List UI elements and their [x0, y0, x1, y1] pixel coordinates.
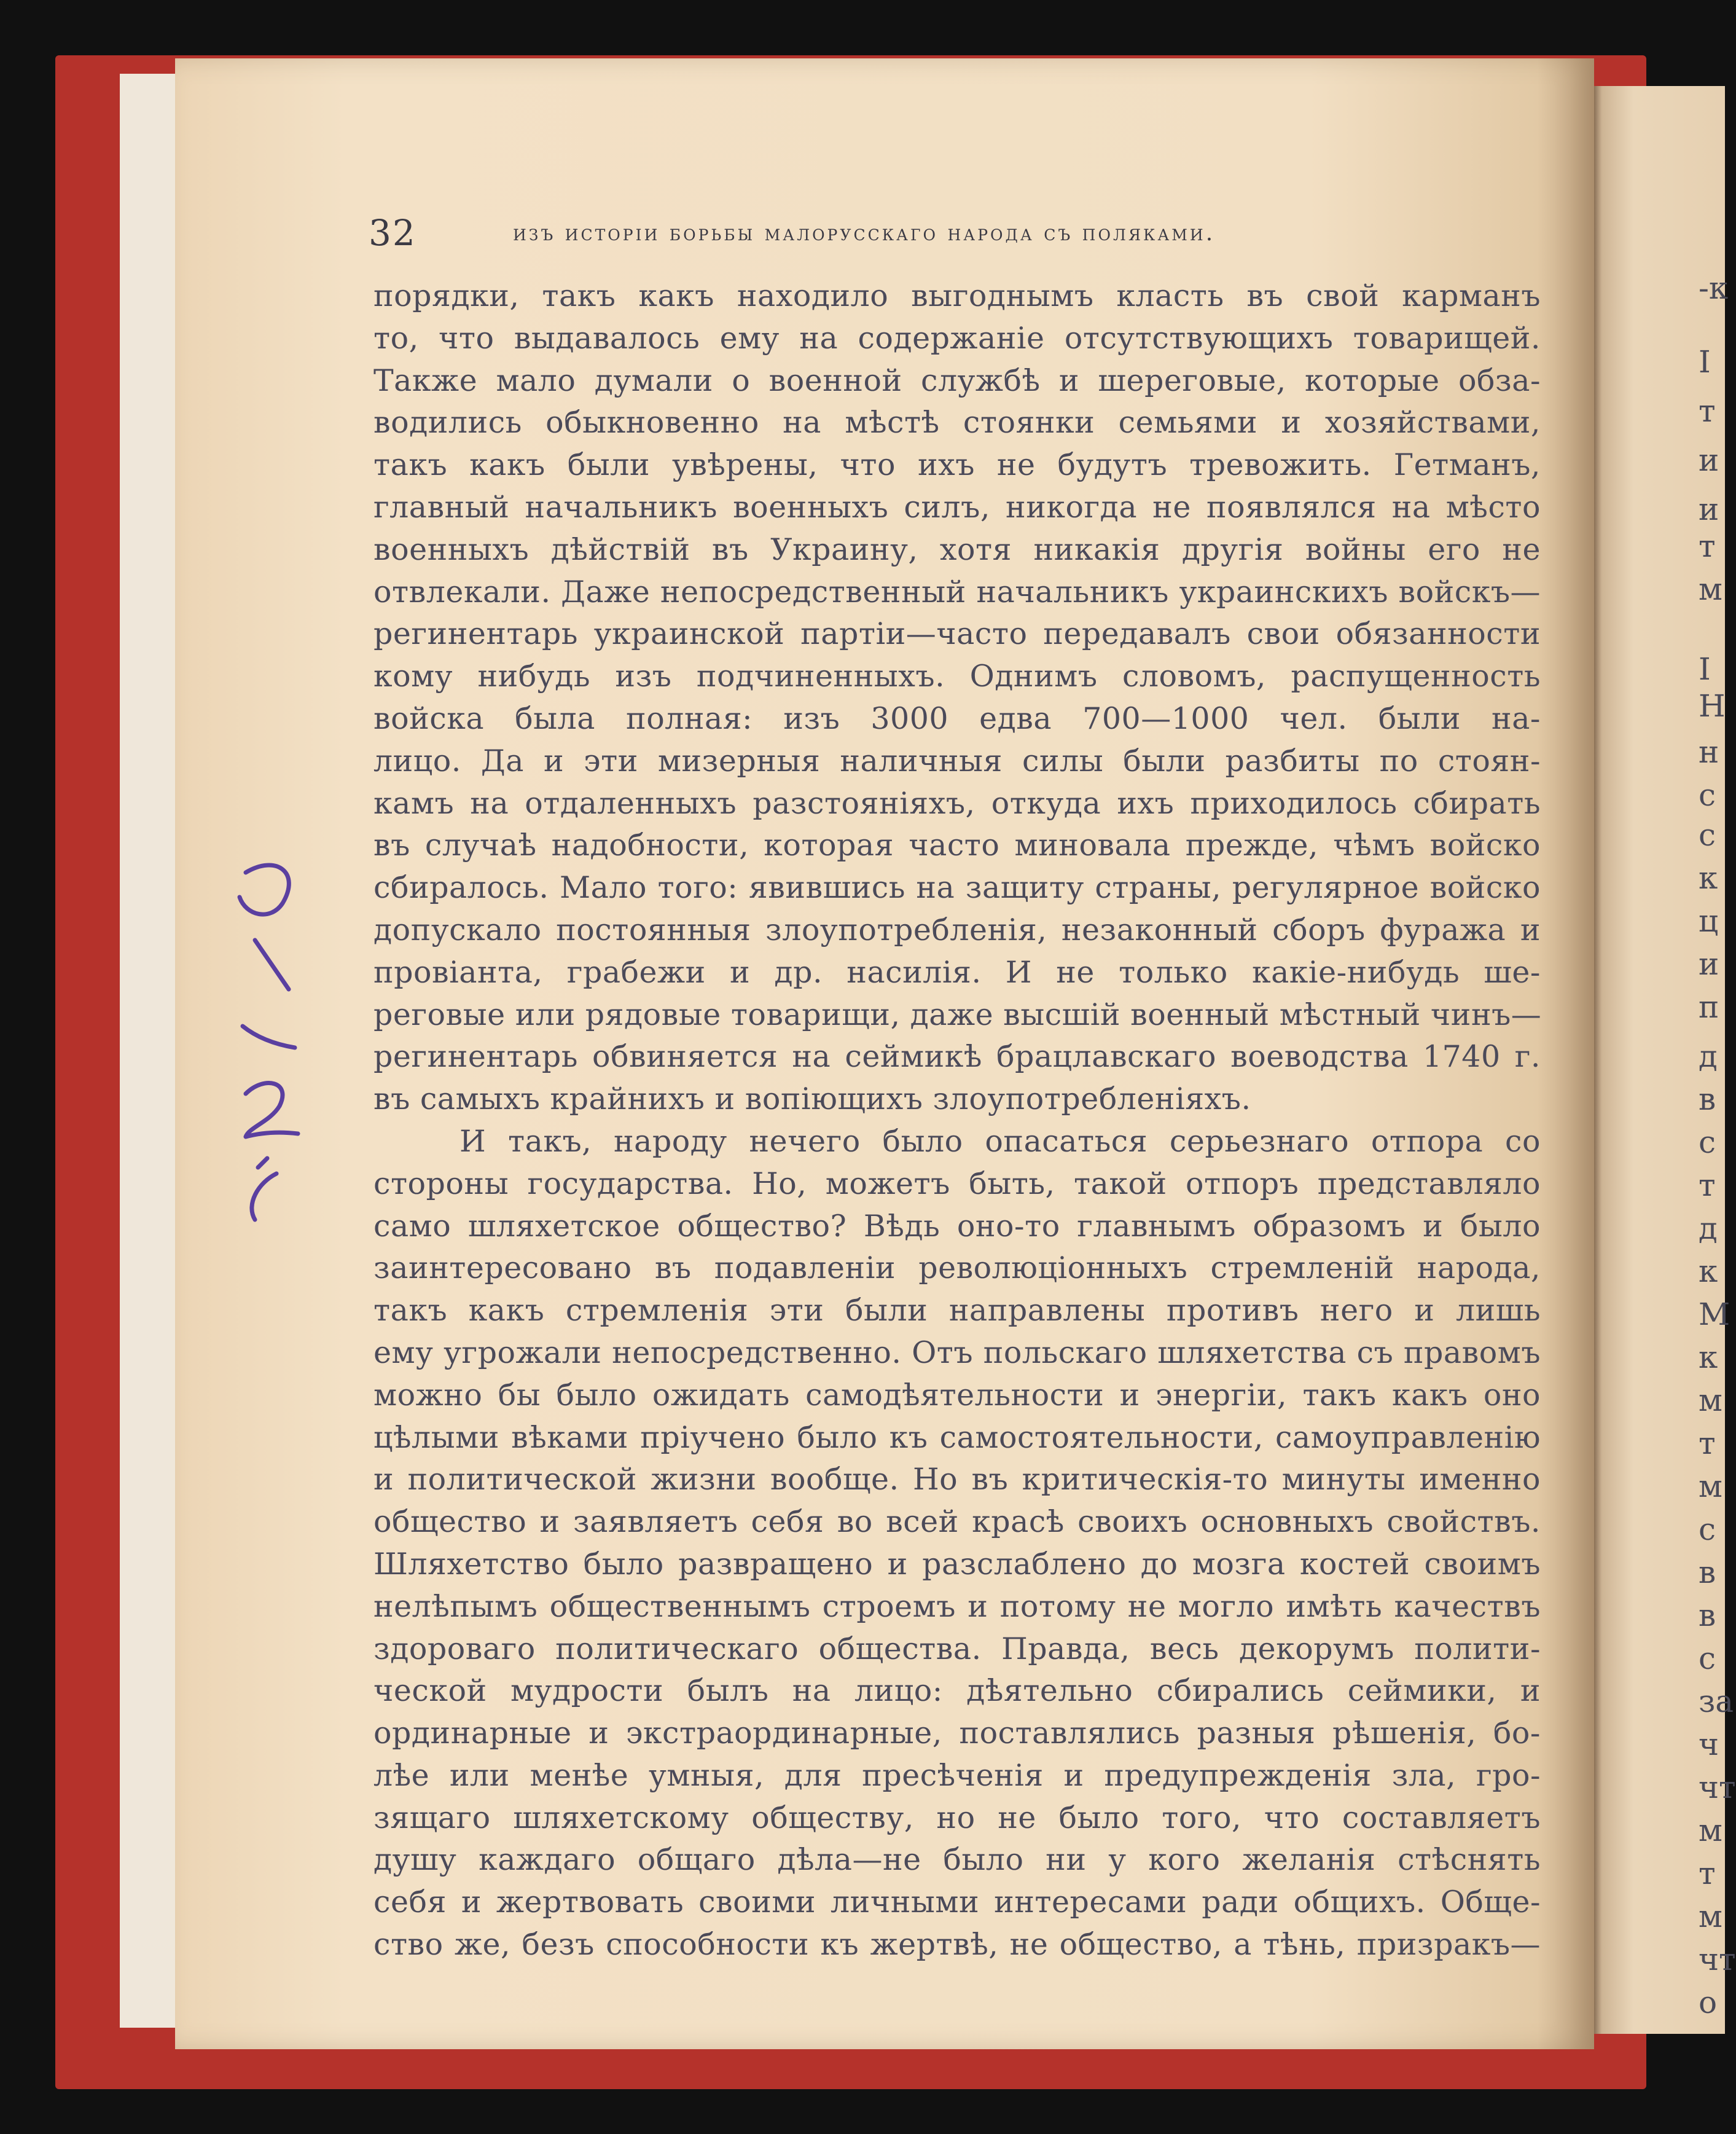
pencil-margin-note-icon	[221, 848, 319, 1229]
next-page-fragment: п	[1699, 989, 1719, 1025]
text-line: порядки, такъ какъ находило выгоднымъ класть въ свой карманъ	[373, 278, 1541, 313]
next-page-fragment: м	[1699, 1469, 1722, 1504]
next-page-fragment: с	[1699, 817, 1716, 853]
text-line: общество и заявляетъ себя во всей красѣ своихъ основныхъ свойствъ.	[373, 1504, 1541, 1540]
next-page-fragment: о	[1699, 1985, 1718, 2020]
text-line: лицо. Да и эти мизерныя наличныя силы были разбиты по стоян-	[373, 743, 1541, 779]
text-line: и политической жизни вообще. Но въ критическія-то минуты именно	[373, 1462, 1541, 1497]
next-page-fragment: д	[1699, 1210, 1718, 1246]
text-line: то, что выдавалось ему на содержаніе отсутствующихъ товарищей.	[373, 320, 1541, 356]
next-page-fragment: с	[1699, 1641, 1716, 1676]
text-line: ординарные и экстраординарные, поставлялись разныя рѣшенія, бо-	[373, 1716, 1541, 1751]
next-page-fragment: -к	[1699, 270, 1729, 306]
next-page-fragment: и	[1699, 442, 1719, 478]
next-page-fragment: ц	[1699, 903, 1719, 939]
text-line: такъ какъ стремленія эти были направлены противъ него и лишь	[373, 1293, 1541, 1328]
next-page-fragment: с	[1699, 1124, 1716, 1160]
next-page-fragment: М	[1699, 1296, 1730, 1332]
text-line: главный начальникъ военныхъ силъ, никогда не появлялся на мѣсто	[373, 489, 1541, 525]
text-line: отвлекали. Даже непосредственный начальникъ украинскихъ войскъ—	[373, 574, 1541, 610]
text-line: сбиралось. Мало того: явившись на защиту страны, регулярное войско	[373, 870, 1541, 906]
text-line: зящаго шляхетскому обществу, но не было того, что составляетъ	[373, 1800, 1541, 1835]
text-line: въ случаѣ надобности, которая часто миновала прежде, чѣмъ войско	[373, 828, 1541, 863]
next-page-fragment: т	[1699, 1426, 1716, 1461]
next-page-fragment: м	[1699, 1813, 1722, 1848]
next-page-fragment: с	[1699, 777, 1716, 813]
text-line: допускало постоянныя злоупотребленія, незаконный сборъ фуража и	[373, 912, 1541, 947]
text-line: регинентарь обвиняется на сеймикѣ брацлавскаго воеводства 1740 г.	[373, 1039, 1541, 1075]
next-page-fragment: с	[1699, 1512, 1716, 1547]
text-line: нелѣпымъ общественнымъ строемъ и потому не могло имѣть качествъ	[373, 1588, 1541, 1624]
next-page-fragment: I	[1699, 651, 1711, 687]
next-page-fragment: в	[1699, 1555, 1716, 1590]
text-line: военныхъ дѣйствій въ Украину, хотя никакія другія войны его не	[373, 532, 1541, 567]
next-page-fragment: д	[1699, 1038, 1718, 1074]
text-line: реговые или рядовые товарищи, даже высшій военный мѣстный чинъ—	[373, 997, 1542, 1032]
text-line: такъ какъ были увѣрены, что ихъ не будутъ тревожить. Гетманъ,	[373, 447, 1541, 483]
next-page-fragment: за	[1699, 1684, 1734, 1719]
page-edge	[120, 74, 175, 2028]
text-line: провіанта, грабежи и др. насилія. И не только какіе-нибудь ше-	[373, 954, 1541, 990]
next-page-fragment: т	[1699, 1167, 1716, 1203]
text-line: здороваго политическаго общества. Правда, весь декорумъ полити-	[373, 1631, 1541, 1666]
next-page-edge	[1594, 86, 1736, 2034]
body-text	[373, 275, 1541, 1966]
text-line: ческой мудрости былъ на лицо: дѣятельно сбирались сеймики, и	[373, 1673, 1541, 1709]
next-page-fragment: и	[1699, 946, 1719, 982]
text-line: само шляхетское общество? Вѣдь оно-то главнымъ образомъ и было	[373, 1208, 1541, 1244]
next-page-fragment: в	[1699, 1598, 1716, 1633]
text-line: себя и жертвовать своими личными интересами ради общихъ. Обще-	[373, 1885, 1541, 1920]
next-page-fragment: чт	[1699, 1770, 1736, 1805]
next-page-fragment: I	[1699, 344, 1711, 380]
text-line: ство же, безъ способности къ жертвѣ, не общество, а тѣнь, призракъ—	[373, 1927, 1541, 1963]
next-page-fragment: м	[1699, 571, 1722, 607]
text-line: Шляхетство было развращено и разслаблено до мозга костей своимъ	[373, 1546, 1541, 1582]
next-page-fragment: к	[1699, 860, 1718, 896]
next-page-fragment: м	[1699, 1899, 1722, 1934]
next-page-fragment: т	[1699, 528, 1716, 564]
text-line: И такъ, народу нечего было опасаться серьезнаго отпора со	[459, 1123, 1541, 1159]
text-line: стороны государства. Но, можетъ быть, такой отпоръ представляло	[373, 1166, 1541, 1201]
page-number: 32	[369, 212, 416, 254]
next-page-fragment: и	[1699, 492, 1719, 527]
text-line: въ самыхъ крайнихъ и вопіющихъ злоупотребленіяхъ.	[373, 1081, 1251, 1117]
text-line: войска была полная: изъ 3000 едва 700—1000 чел. были на-	[373, 700, 1541, 736]
text-line: водились обыкновенно на мѣстѣ стоянки семьями и хозяйствами,	[373, 405, 1541, 441]
next-page-fragment: т	[1699, 1856, 1716, 1891]
text-line: можно бы было ожидать самодѣятельности и энергіи, такъ какъ оно	[373, 1377, 1541, 1413]
next-page-fragment: н	[1699, 734, 1719, 770]
text-line: душу каждаго общаго дѣла—не было ни у кого желанія стѣснять	[373, 1842, 1541, 1878]
text-line: Также мало думали о военной службѣ и шереговые, которые обза-	[373, 363, 1541, 398]
next-page-fragment: т	[1699, 393, 1716, 429]
next-page-fragment: к	[1699, 1340, 1718, 1375]
next-page-fragment: в	[1699, 1081, 1716, 1117]
text-line: кому нибудь изъ подчиненныхъ. Однимъ словомъ, распущенность	[373, 659, 1541, 694]
text-line: лѣе или менѣе умныя, для пресѣченія и предупрежденія зла, гро-	[373, 1757, 1541, 1793]
next-page-fragment: ч	[1699, 1727, 1719, 1762]
text-line: ему угрожали непосредственно. Отъ польскаго шляхетства съ правомъ	[373, 1335, 1541, 1370]
text-line: заинтересовано въ подавленіи революціонныхъ стремленій народа,	[373, 1250, 1541, 1286]
text-line: цѣлыми вѣками пріучено было къ самостоятельности, самоуправленію	[373, 1419, 1541, 1455]
next-page-fragment: к	[1699, 1253, 1718, 1289]
next-page-fragment: чт	[1699, 1942, 1736, 1977]
text-line: регинентарь украинской партіи—часто передавалъ свои обязанности	[373, 616, 1541, 652]
page-header	[369, 212, 1548, 255]
next-page-fragment: м	[1699, 1383, 1722, 1418]
next-page-fragment: Н	[1699, 688, 1726, 724]
text-line: камъ на отдаленныхъ разстояніяхъ, откуда ихъ приходилось сбирать	[373, 785, 1541, 821]
running-title: изъ исторіи борьбы малорусскаго народа съ поляками.	[513, 221, 1216, 246]
